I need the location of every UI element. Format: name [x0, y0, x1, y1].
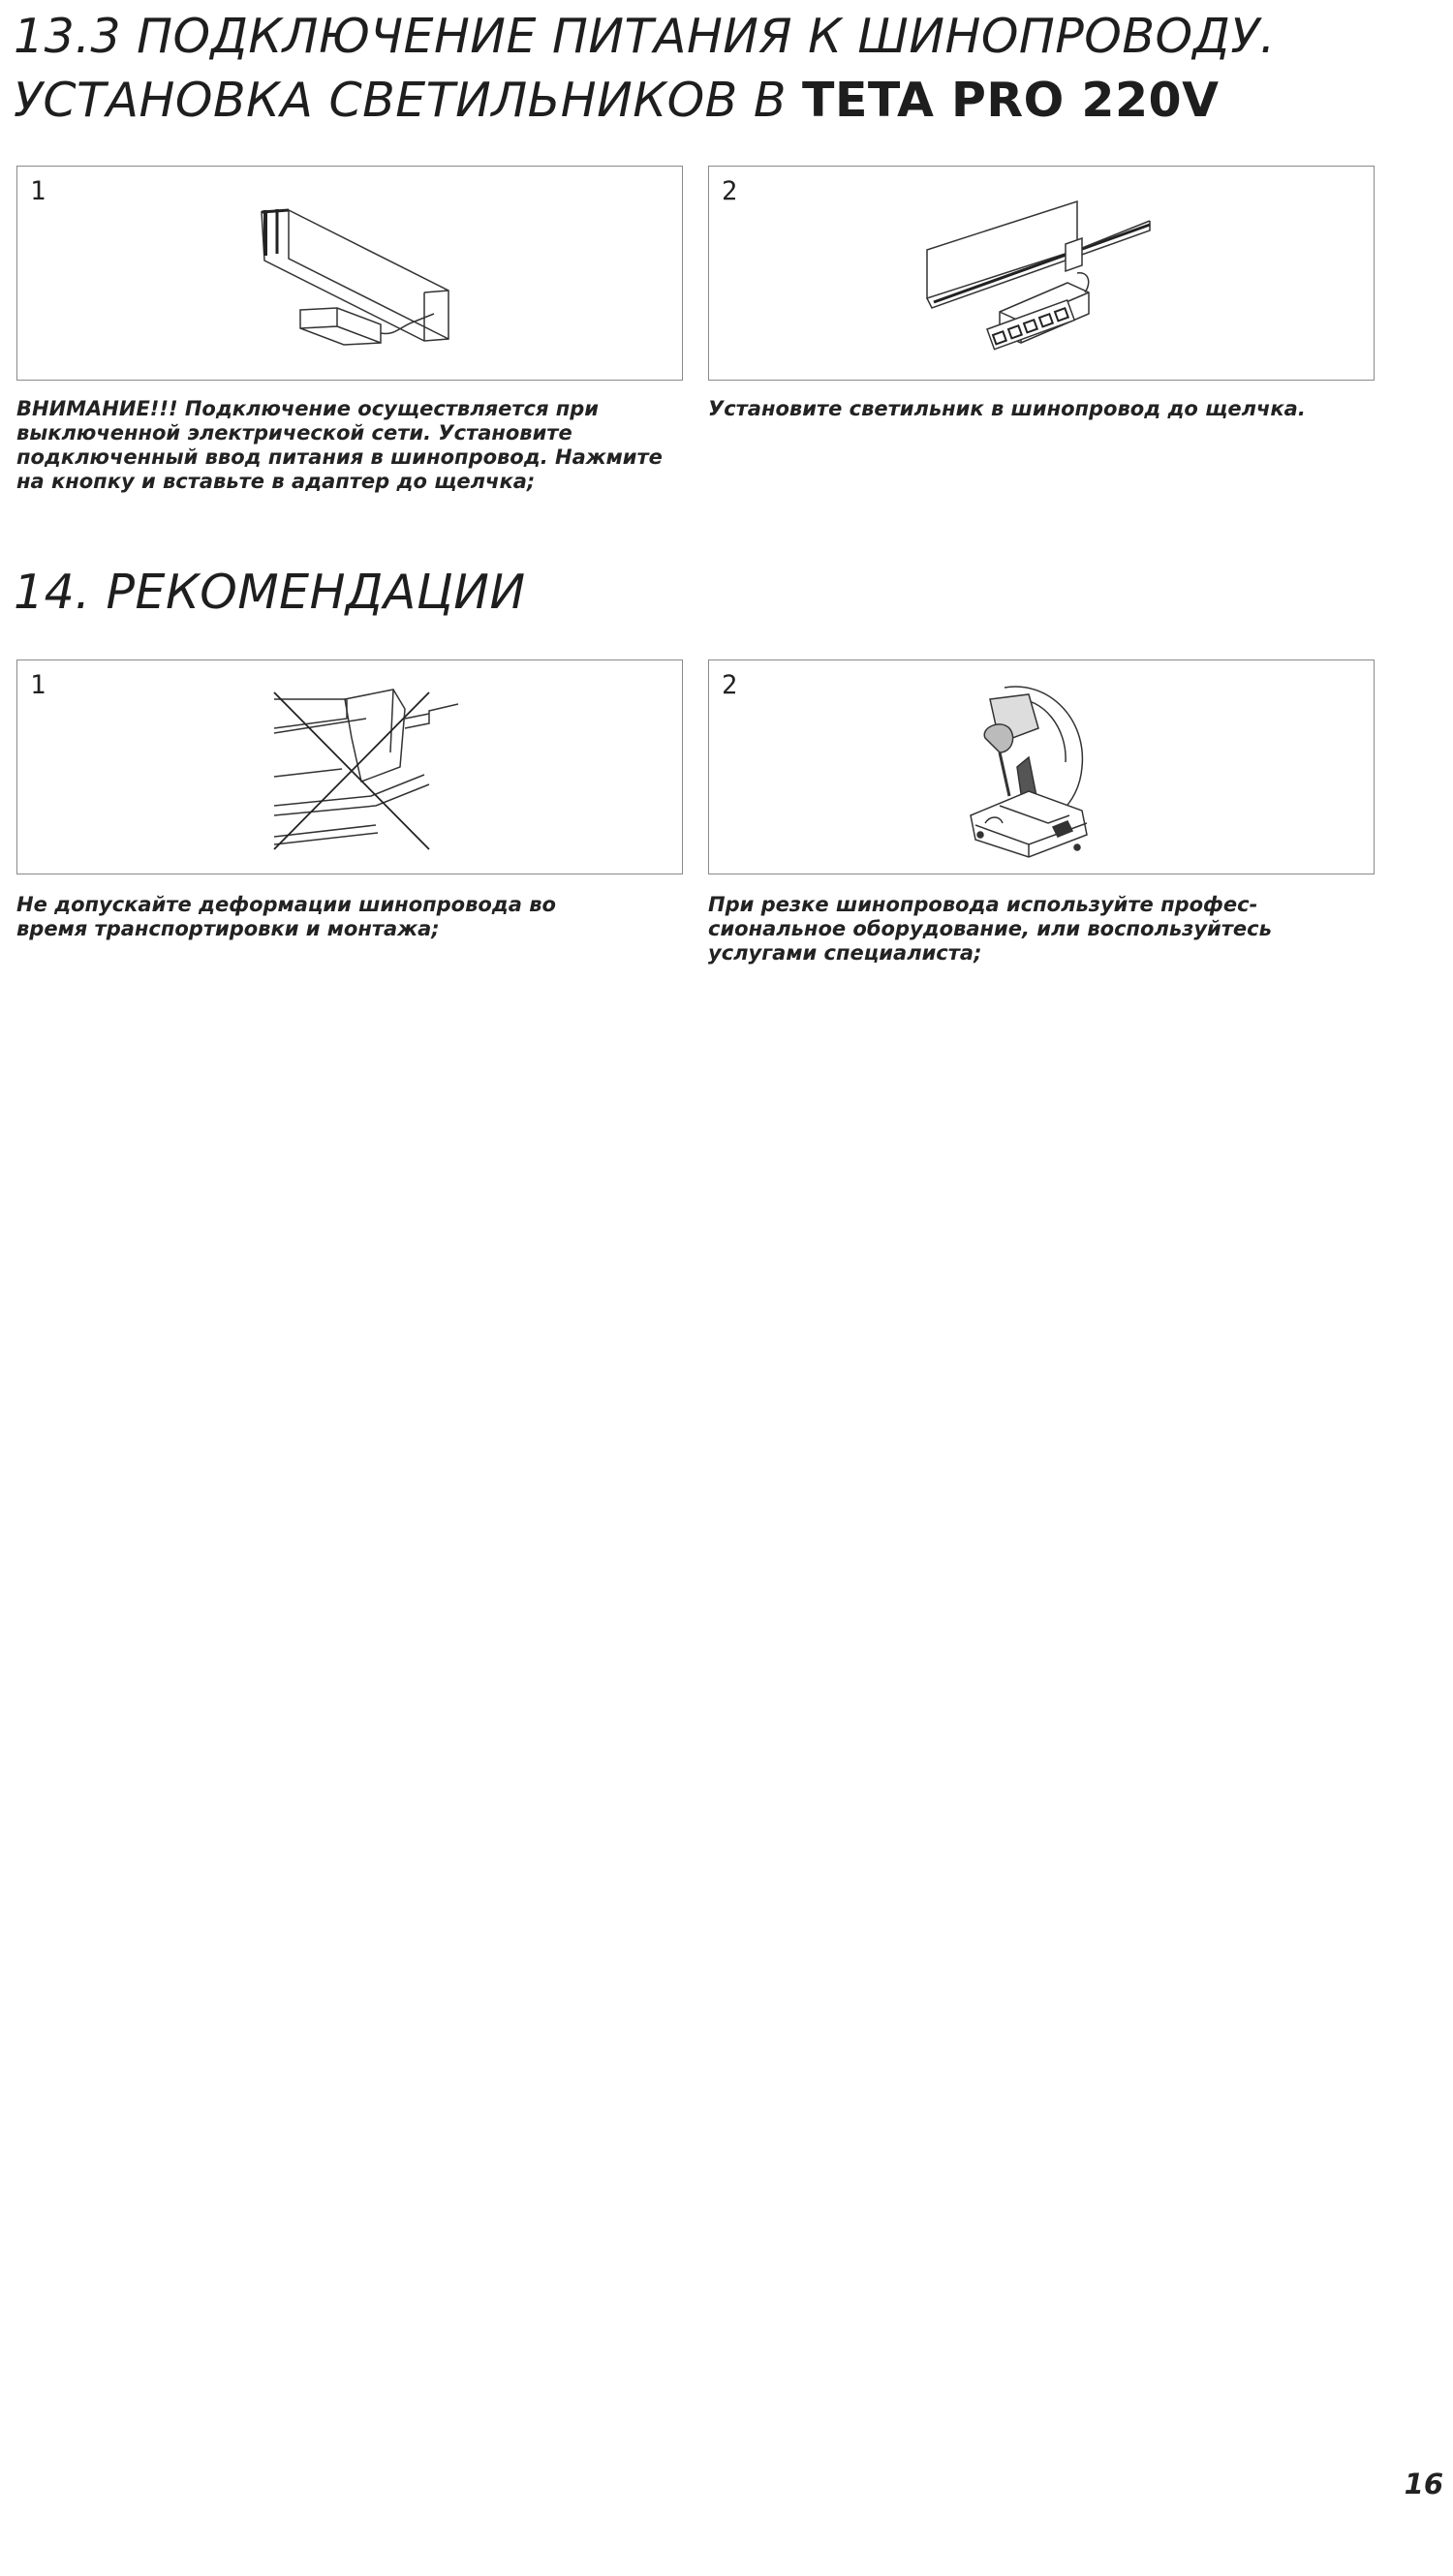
step-14-1-caption: Не допускайте деформации шинопровода во время транспортировки и монтажа;: [16, 893, 556, 940]
step-number: 1: [30, 176, 46, 206]
step-13-2-panel: [708, 166, 1375, 381]
product-name: TETA PRO 220V: [802, 73, 1220, 128]
section-13-title-line-1: 13.3 ПОДКЛЮЧЕНИЕ ПИТАНИЯ К ШИНОПРОВОДУ.: [14, 9, 1276, 64]
step-13-2-caption: Установите светильник в шинопровод до щелчка.: [708, 397, 1306, 420]
deformed-track-crossed-illustration: [17, 660, 684, 875]
step-number: 2: [722, 670, 738, 700]
step-14-1-panel: [16, 659, 683, 874]
cutting-saw-illustration: [709, 660, 1376, 875]
section-13-title-line-2: [14, 68, 1220, 134]
step-number: 1: [30, 670, 46, 700]
page-number: 16: [1404, 2468, 1443, 2500]
step-13-1-caption: ВНИМАНИЕ!!! Подключение осуществляется при выключенной электрической сети. Установите подключенный ввод питания в шинопровод. Нажмите на кнопку и вставьте в адаптер до щелчка;: [16, 397, 663, 493]
step-14-2-panel: [708, 659, 1375, 874]
power-feed-illustration: [17, 167, 684, 382]
section-14-title: 14. РЕКОМЕНДАЦИИ: [14, 565, 526, 620]
step-number: 2: [722, 176, 738, 206]
step-13-1-panel: [16, 166, 683, 381]
step-14-2-caption: При резке шинопровода используйте профес-сиональное оборудование, или воспользуйтесь услугами специалиста;: [708, 893, 1272, 965]
luminaire-install-illustration: [709, 167, 1376, 382]
section-13-title-prefix: УСТАНОВКА СВЕТИЛЬНИКОВ В: [14, 73, 803, 128]
